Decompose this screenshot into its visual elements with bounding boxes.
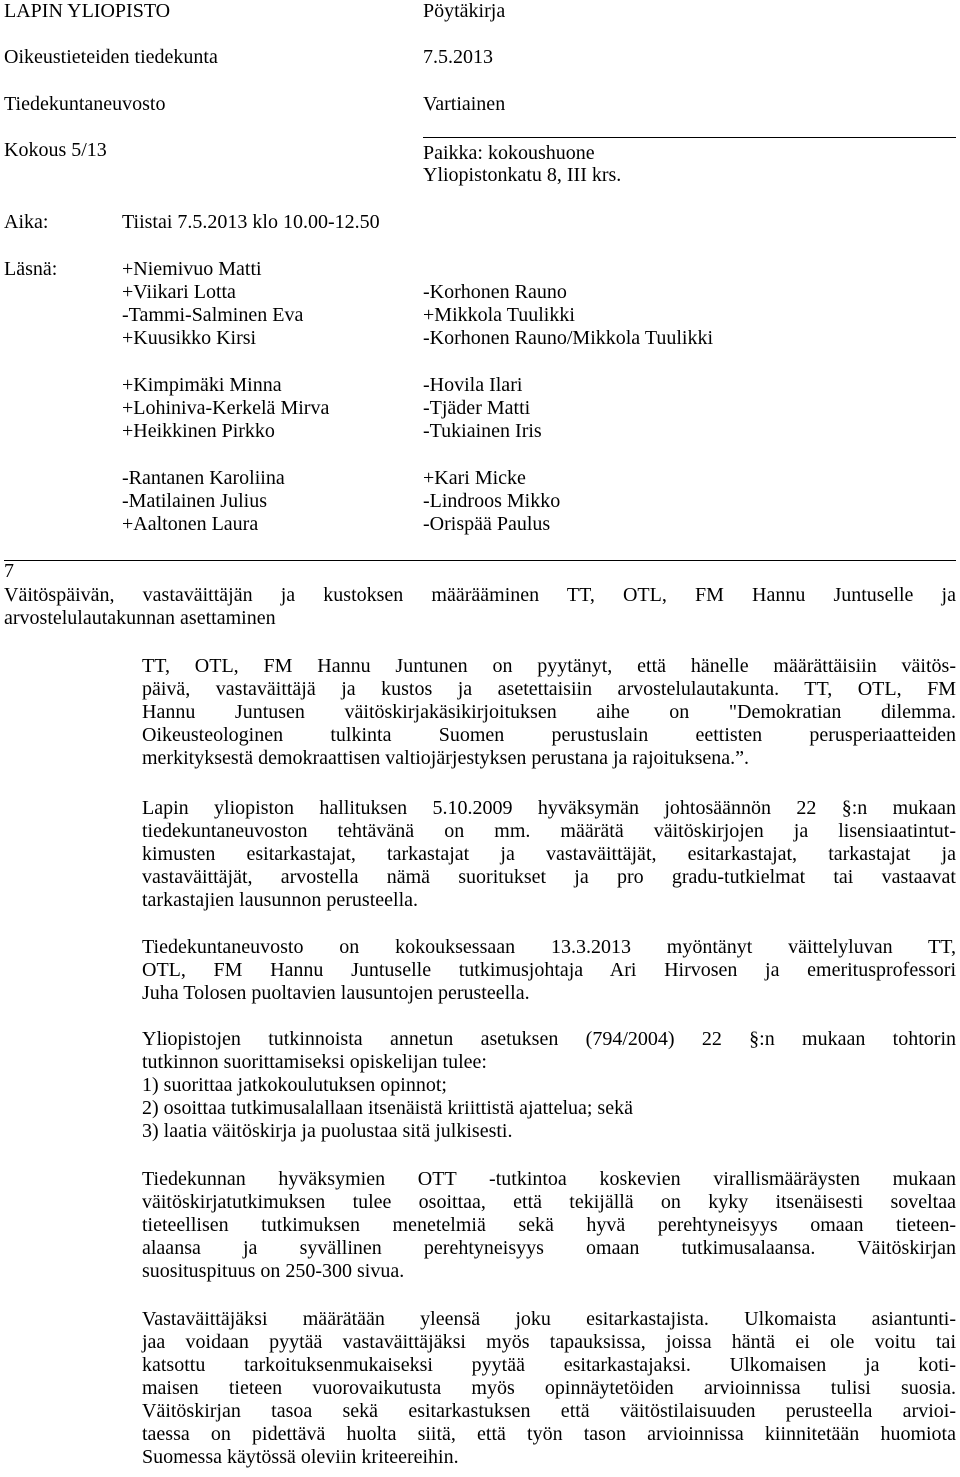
paragraph-request [142, 655, 956, 770]
faculty-name: Oikeustieteiden tiedekunta [4, 46, 218, 68]
paragraph-line: merkityksestä demokraattisen valtiojärjestyksen perustana ja rajoituksena.”. [142, 747, 750, 769]
header-rule [423, 137, 956, 138]
paragraph-regulation [142, 797, 956, 912]
paragraph-line: Oikeusteologinen tulkinta Suomen perustuslain eettisten perusperiaatteiden [142, 724, 956, 746]
paragraph-line: Suomessa käytössä oleviin kriteereihin. [142, 1446, 459, 1468]
substitute: -Orispää Paulus [423, 513, 551, 535]
council-name: Tiedekuntaneuvosto [4, 93, 166, 115]
paragraph-line: Yliopistojen tutkinnoista annetun asetuksen (794/2004) 22 §:n mukaan tohtorin [142, 1028, 956, 1050]
meeting-place-line2: Yliopistonkatu 8, III krs. [423, 164, 622, 186]
paragraph-line: 2) osoittaa tutkimusalallaan itsenäistä kriittistä ajattelua; sekä [142, 1097, 633, 1119]
time-label: Aika: [4, 211, 49, 233]
paragraph-line: suosituspituus on 250-300 sivua. [142, 1260, 405, 1282]
paragraph-permission [142, 936, 956, 1005]
attendee: +Heikkinen Pirkko [122, 420, 275, 442]
attendee: -Matilainen Julius [122, 490, 267, 512]
paragraph-line: Vastaväittäjäksi määrätään yleensä joku esitarkastajista. Ulkomaista asiantunti- [142, 1308, 956, 1330]
item-title-line: Väitöspäivän, vastaväittäjän ja kustoksen määrääminen TT, OTL, FM Hannu Juntuselle ja [4, 584, 956, 606]
substitute: -Tjäder Matti [423, 397, 531, 419]
document-type: Pöytäkirja [423, 0, 506, 22]
paragraph-decree [142, 1028, 956, 1143]
paragraph-line: Tiedekuntaneuvosto on kokouksessaan 13.3.2013 myöntänyt väittelyluvan TT, [142, 936, 956, 958]
meeting-number: Kokous 5/13 [4, 139, 107, 161]
meeting-place-line1: Paikka: kokoushuone [423, 142, 595, 164]
paragraph-line: jaa voidaan pyytää vastaväittäjäksi myös tapauksissa, joissa häntä ei ole voitu tai [142, 1331, 956, 1353]
substitute: -Tukiainen Iris [423, 420, 542, 442]
paragraph-line: tiedekuntaneuvoston tehtävänä on mm. määrätä väitöskirjojen ja lisensiaatintut- [142, 820, 956, 842]
substitute: +Kari Micke [423, 467, 526, 489]
item-number: 7 [4, 560, 14, 582]
paragraph-line: tarkastajien lausunnon perusteella. [142, 889, 419, 911]
attendee: +Niemivuo Matti [122, 258, 262, 280]
time-value: Tiistai 7.5.2013 klo 10.00-12.50 [122, 211, 380, 233]
item-title [4, 584, 956, 630]
attendee: +Aaltonen Laura [122, 513, 259, 535]
paragraph-line: Juha Tolosen puoltavien lausuntojen perusteella. [142, 982, 530, 1004]
attendee: -Rantanen Karoliina [122, 467, 285, 489]
paragraph-line: väitöskirjatutkimuksen tulee osoittaa, että tekijällä on kyky itsenäisesti soveltaa [142, 1191, 956, 1213]
paragraph-line: maisen tieteen vuorovaikutusta myös opinnäytetöiden arvioinnissa tulisi suosia. [142, 1377, 956, 1399]
paragraph-line: taessa on pidettävä huolta siitä, että työn tason arvioinnissa kiinnitetään huomiota [142, 1423, 956, 1445]
university-name: LAPIN YLIOPISTO [4, 0, 171, 22]
substitute: -Korhonen Rauno/Mikkola Tuulikki [423, 327, 714, 349]
attendee: +Kimpimäki Minna [122, 374, 282, 396]
substitute: +Mikkola Tuulikki [423, 304, 575, 326]
paragraph-line: alaansa ja syvällinen perehtyneisyys omaan tutkimusalaansa. Väitöskirjan [142, 1237, 956, 1259]
paragraph-line: tutkinnon suorittamiseksi opiskelijan tulee: [142, 1051, 487, 1073]
paragraph-line: Lapin yliopiston hallituksen 5.10.2009 hyväksymän johtosäännön 22 §:n mukaan [142, 797, 956, 819]
paragraph-line: Tiedekunnan hyväksymien OTT -tutkintoa koskevien virallismääräysten mukaan [142, 1168, 956, 1190]
paragraph-faculty-rules [142, 1168, 956, 1283]
paragraph-line: päivä, vastaväittäjä ja kustos ja asetettaisiin arvostelulautakunta. TT, OTL, FM [142, 678, 956, 700]
paragraph-line: 1) suorittaa jatkokoulutuksen opinnot; [142, 1074, 447, 1096]
attendee: +Lohiniva-Kerkelä Mirva [122, 397, 330, 419]
substitute: -Hovila Ilari [423, 374, 523, 396]
paragraph-line: katsottu tarkoituksenmukaiseksi pyytää esitarkastajaksi. Ulkomaisen ja koti- [142, 1354, 956, 1376]
substitute: -Lindroos Mikko [423, 490, 561, 512]
document-status: Vartiainen [423, 93, 506, 115]
attendee: +Kuusikko Kirsi [122, 327, 257, 349]
attendee: +Viikari Lotta [122, 281, 236, 303]
paragraph-opponent [142, 1308, 956, 1469]
item-title-line: arvostelulautakunnan asettaminen [4, 607, 276, 629]
paragraph-line: OTL, FM Hannu Juntuselle tutkimusjohtaja Ari Hirvosen ja emeritusprofessori [142, 959, 956, 981]
paragraph-line: kimusten esitarkastajat, tarkastajat ja vastaväittäjät, esitarkastajat, tarkastajat ja [142, 843, 956, 865]
paragraph-line: 3) laatia väitöskirja ja puolustaa sitä julkisesti. [142, 1120, 513, 1142]
paragraph-line: Väitöskirjan tasoa sekä esitarkastuksen että väitöstilaisuuden perusteella arvioi- [142, 1400, 956, 1422]
paragraph-line: vastaväittäjät, arvostella nämä suoritukset ja pro gradu-tutkielmat tai vastaavat [142, 866, 956, 888]
paragraph-line: Hannu Juntusen väitöskirjakäsikirjoituksen aihe on "Demokratian dilemma. [142, 701, 956, 723]
section-rule [4, 560, 956, 561]
paragraph-line: tieteellisen tutkimuksen menetelmiä sekä hyvä perehtyneisyys omaan tieteen- [142, 1214, 956, 1236]
meeting-date: 7.5.2013 [423, 46, 493, 68]
substitute: -Korhonen Rauno [423, 281, 567, 303]
present-label: Läsnä: [4, 258, 58, 280]
paragraph-line: TT, OTL, FM Hannu Juntunen on pyytänyt, että hänelle määrättäisiin väitös- [142, 655, 956, 677]
attendee: -Tammi-Salminen Eva [122, 304, 304, 326]
